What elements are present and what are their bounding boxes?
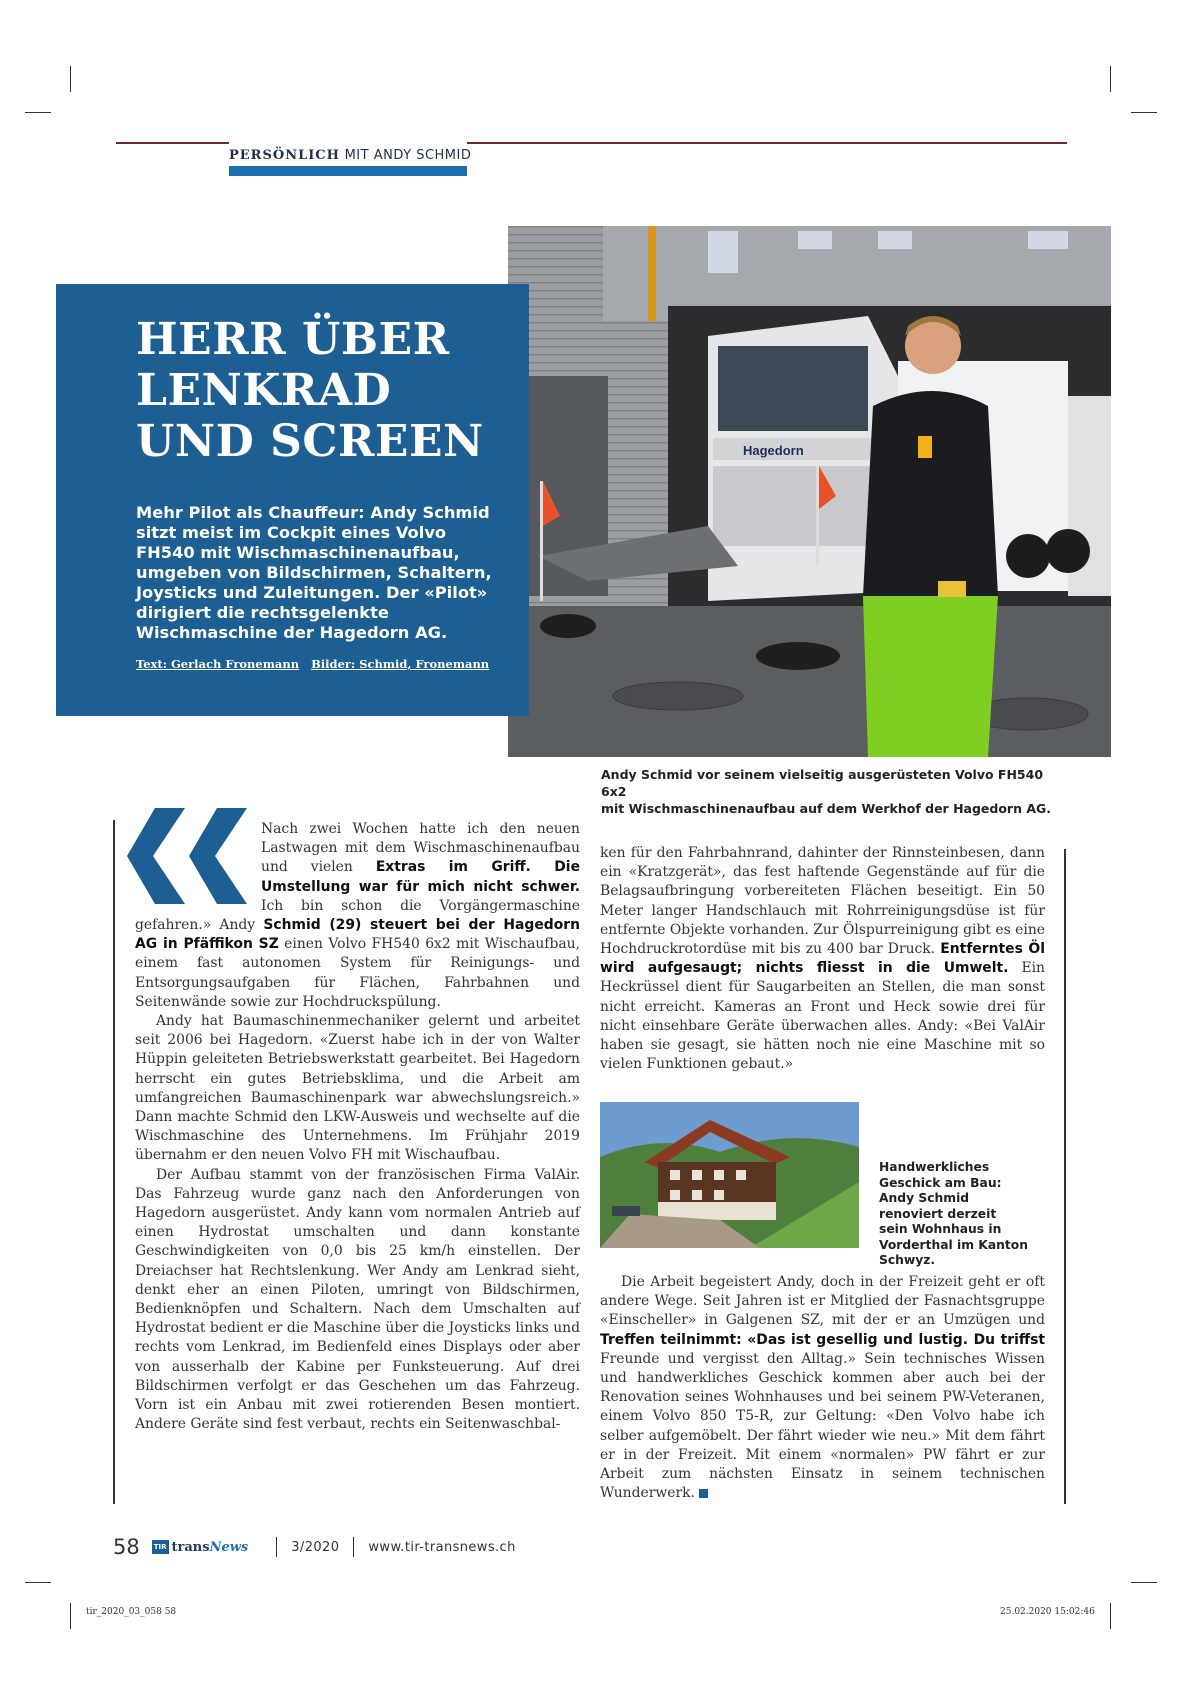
body-text: Ein Heckrüssel dient für Saugarbeiten an Stellen, die man sonst nicht erreicht. Kameras an Front und Heck sowie drei für nicht einsehbare Geräte überwachen alles. Andy: «Bei ValAir haben sie gesagt, sie hätten noch nie eine Maschine mit so vielen Funktionen gebaut.» bbox=[600, 960, 1045, 1073]
header-rule-left bbox=[116, 142, 229, 144]
article-lead: Mehr Pilot als Chauffeur: Andy Schmid sitzt meist im Cockpit eines Volvo FH540 mit Wischmaschinenaufbau, umgeben von Bildschirmen, Schaltern, Joysticks und Zuleitungen. Der «Pilot» dirigiert die rechtsgelenkte Wischmaschine der Hagedorn AG. bbox=[136, 503, 492, 642]
house-photo-illustration bbox=[600, 1102, 859, 1248]
main-photo-caption bbox=[601, 766, 1061, 817]
crop-mark bbox=[25, 112, 51, 113]
print-slug-timestamp: 25.02.2020 15:02:46 bbox=[1000, 1607, 1095, 1617]
body-highlight: Extras im Griff. Die Umstellung war für mich nicht schwer. bbox=[261, 859, 580, 895]
column-rule-left bbox=[113, 820, 115, 1504]
section-kicker-bold: PERSÖNLICH bbox=[229, 148, 340, 163]
page-footer bbox=[113, 1534, 713, 1560]
body-text: Freunde und vergisst den Alltag.» Sein technisches Wissen und handwerkliches Geschick kommen aber auch bei der Renovation seines Wohnhauses und bei seinem PW-Veteranen, einem Volvo 850 T5-R, zur Geltung: «Den Volvo habe ich selber aufgemöbelt. Der fährt wieder wie neu.» Mit dem fährt er in der Freizeit. Mit einem «normalen» PW fährt er zur Arbeit zum nächsten Einsatz in seinem technischen Wunderwerk. bbox=[600, 1350, 1045, 1502]
logo-wordmark bbox=[172, 1540, 249, 1555]
body-text: Ich bin schon die Vorgängermaschine gefahren.» Andy bbox=[135, 897, 580, 934]
column-rule-right bbox=[1064, 849, 1066, 1504]
credit-images: Bilder: Schmid, Fronemann bbox=[311, 657, 490, 671]
section-bar bbox=[229, 166, 467, 176]
title-line: HERR ÜBER bbox=[136, 314, 450, 365]
quote-mark-icon bbox=[127, 808, 255, 904]
article-title bbox=[136, 314, 507, 467]
body-highlight: Treffen teilnimmt: «Das ist gesellig und lustig. Du triffst bbox=[600, 1331, 1045, 1348]
crop-mark bbox=[1110, 66, 1111, 92]
body-paragraph bbox=[600, 1273, 1045, 1503]
credit-text: Text: Gerlach Fronemann bbox=[136, 657, 300, 671]
crop-mark bbox=[25, 1582, 51, 1583]
section-kicker-light: MIT ANDY SCHMID bbox=[344, 148, 472, 163]
house-photo-caption: Handwerkliches Geschick am Bau: Andy Schmid renoviert derzeit sein Wohnhaus in Vorderthal im Kanton Schwyz. bbox=[879, 1160, 1028, 1267]
body-column-left bbox=[135, 820, 580, 1435]
caption-line: Andy Schmid vor seinem vielseitig ausgerüsteten Volvo FH540 6x2 bbox=[601, 767, 1044, 799]
caption-line: mit Wischmaschinenaufbau auf dem Werkhof der Hagedorn AG. bbox=[601, 801, 1052, 816]
article-title-box bbox=[56, 284, 529, 716]
footer-separator bbox=[276, 1537, 277, 1557]
issue-number: 3/2020 bbox=[291, 1539, 340, 1555]
crop-mark bbox=[1131, 112, 1157, 113]
print-slug-file: tir_2020_03_058 58 bbox=[86, 1607, 177, 1617]
logo-tir-badge: TIR bbox=[152, 1540, 169, 1554]
body-text: ken für den Fahrbahnrand, dahinter der Rinnsteinbesen, dann ein «Kratzgerät», das fest haftende Gegenstände auf für die Belagsaufbringung vorbereiteten Flächen beseitigt. Ein 50 Meter langer Handschlauch mit Rohrreinigungsdüse ist für entfernte Objekte vorhanden. Zur Ölspurreinigung gibt es eine Hochdruckrotordüse mit bis zu 400 bar Druck. bbox=[600, 845, 1045, 958]
crop-mark bbox=[1110, 1603, 1111, 1629]
section-label bbox=[229, 148, 472, 163]
article-credits bbox=[136, 657, 507, 671]
main-photo bbox=[508, 226, 1111, 757]
page-number: 58 bbox=[113, 1535, 140, 1559]
logo-trans: trans bbox=[171, 1539, 210, 1555]
crop-mark bbox=[1131, 1582, 1157, 1583]
body-highlight: Schmid (29) steuert bei der Hagedorn AG in Pfäffikon SZ bbox=[135, 917, 580, 953]
body-paragraph bbox=[600, 844, 1045, 1074]
body-text: Die Arbeit begeistert Andy, doch in der Freizeit geht er oft andere Wege. Seit Jahren ist er Mitglied der Fasnachtsgruppe «Einscheller» in Galgenen SZ, mit der er an Umzügen und bbox=[600, 1274, 1045, 1329]
body-text: einen Volvo FH540 6x2 mit Wischaufbau, einem fast autonomen System für Reinigungs- und Entsorgungsaufgaben für Flächen, Fahrbahnen und Seitenwände sowie zur Hochdruckspülung. bbox=[135, 936, 580, 1010]
end-mark-icon bbox=[699, 1489, 708, 1498]
website-link[interactable]: www.tir-transnews.ch bbox=[368, 1539, 516, 1555]
body-column-right-bottom bbox=[600, 1273, 1045, 1503]
title-line: LENKRAD bbox=[136, 365, 392, 416]
body-text: Nach zwei Wochen hatte ich den neuen Lastwagen mit dem Wischmaschinenaufbau und vielen bbox=[261, 821, 580, 876]
body-column-right-top bbox=[600, 844, 1045, 1074]
header-rule-right bbox=[467, 142, 1067, 144]
publication-logo bbox=[152, 1540, 249, 1555]
house-photo bbox=[600, 1102, 859, 1248]
body-paragraph: Der Aufbau stammt von der französischen Firma ValAir. Das Fahrzeug wurde ganz nach den Anforderungen von Hagedorn ausgerüstet. Andy kann vom normalen Antrieb auf einen Hydrostat umschalten und dann konstante Geschwindigkeiten von 0,0 bis 25 km/h einstellen. Der Dreiachser hat Rechtslenkung. Wer Andy am Lenkrad sieht, denkt eher an einen Piloten, umringt von Bildschirmen, Bedienknöpfen und Schaltern. Nach dem Umschalten auf Hydrostat bedient er die Maschine über die Joysticks links und rechts vom Lenkrad, im Bedienfeld eines Displays oder aber von ausserhalb der Kabine per Funksteuerung. Auf drei Bildschirmen verfolgt er das Geschehen um das Fahrzeug. Vorn ist ein Anbau mit zwei rotierenden Besen montiert. Andere Geräte sind fest verbaut, rechts ein Seitenwaschbal- bbox=[135, 1166, 580, 1433]
logo-news: News bbox=[209, 1539, 249, 1555]
title-line: UND SCREEN bbox=[136, 416, 484, 467]
crop-mark bbox=[70, 1603, 71, 1629]
truck-photo-illustration bbox=[508, 226, 1111, 757]
body-highlight: Entferntes Öl wird aufgesaugt; nichts fliesst in die Umwelt. bbox=[600, 941, 1045, 977]
body-paragraph: Andy hat Baumaschinenmechaniker gelernt und arbeitet seit 2006 bei Hagedorn. «Zuerst habe ich in der von Walter Hüppin geleiteten Betriebswerkstatt gearbeitet. Bei Hagedorn herrscht ein gutes Betriebsklima, und die Arbeit am umfangreichen Baumaschinenpark war abwechslungsreich.» Dann machte Schmid den LKW-Ausweis und wechselte auf die Wischmaschine des Unternehmens. Im Frühjahr 2019 übernahm er den neuen Volvo FH mit Wischaufbau. bbox=[135, 1013, 580, 1164]
footer-separator bbox=[353, 1537, 354, 1557]
truck-brand-text: Hagedorn bbox=[743, 443, 804, 458]
crop-mark bbox=[70, 66, 71, 92]
